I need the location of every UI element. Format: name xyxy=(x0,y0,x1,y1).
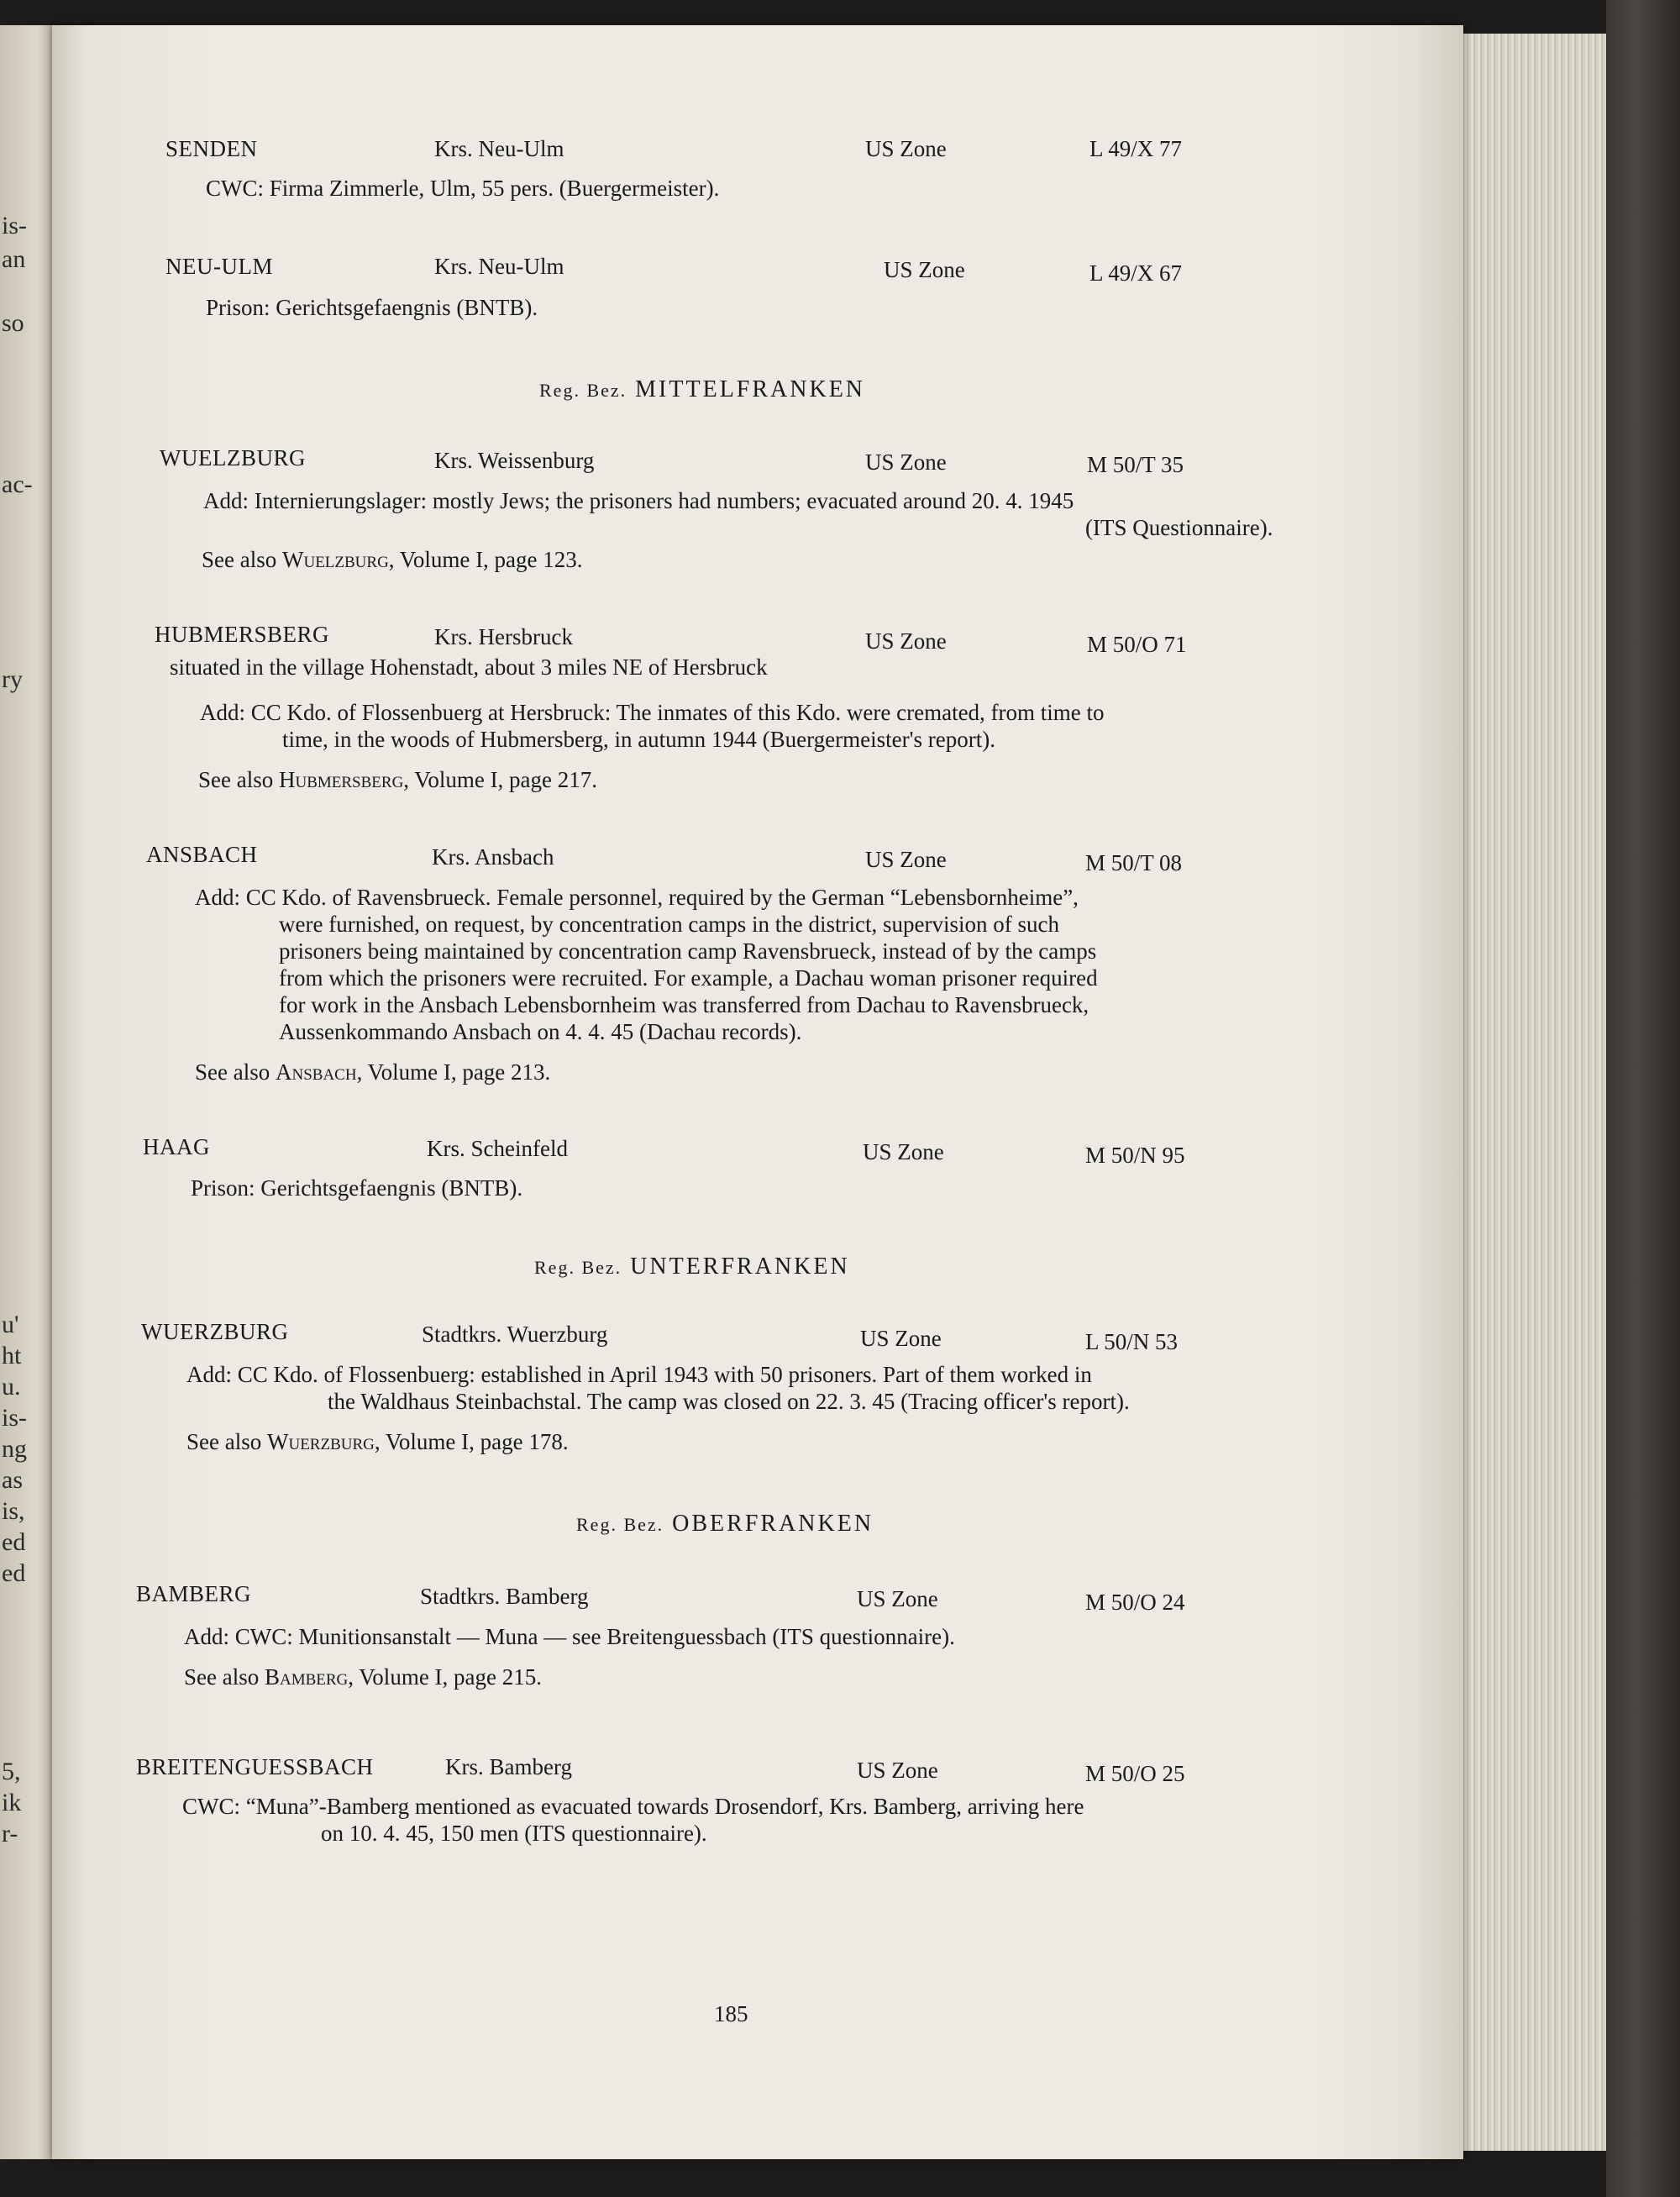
left-fragment: ry xyxy=(2,665,23,693)
section-heading: Reg. Bez. OBERFRANKEN xyxy=(576,1511,874,1537)
entry-zone: US Zone xyxy=(865,136,947,161)
entry-grid: M 50/N 95 xyxy=(1085,1143,1185,1168)
entry-grid: L 49/X 67 xyxy=(1089,260,1182,286)
entry-text: CWC: “Muna”-Bamberg mentioned as evacuated towards Drosendorf, Krs. Bamberg, arriving here xyxy=(182,1794,1084,1819)
see-also: See also Bamberg, Volume I, page 215. xyxy=(184,1664,543,1690)
entry-text: the Waldhaus Steinbachstal. The camp was closed on 22. 3. 45 (Tracing officer's report). xyxy=(328,1389,1130,1414)
entry-zone: US Zone xyxy=(857,1586,938,1611)
entry-zone: US Zone xyxy=(865,628,947,654)
left-fragment: ed xyxy=(2,1528,26,1556)
entry-text: time, in the woods of Hubmersberg, in autumn 1944 (Buergermeister's report). xyxy=(282,727,995,752)
entry-place: HAAG xyxy=(143,1134,210,1159)
document-page xyxy=(52,25,1463,2159)
entry-text: prisoners being maintained by concentration camp Ravensbrueck, instead of by the camps xyxy=(279,938,1097,964)
entry-place: HUBMERSBERG xyxy=(155,622,330,647)
left-fragment: r- xyxy=(2,1820,18,1847)
entry-district: Krs. Neu-Ulm xyxy=(434,254,564,279)
entry-text: Aussenkommando Ansbach on 4. 4. 45 (Dachau records). xyxy=(279,1019,802,1044)
left-fragment: u' xyxy=(2,1311,19,1338)
entry-zone: US Zone xyxy=(865,847,947,872)
left-fragment: ed xyxy=(2,1559,26,1587)
entry-district: Krs. Scheinfeld xyxy=(427,1136,568,1161)
entry-place: ANSBACH xyxy=(146,842,258,867)
left-fragment: as xyxy=(2,1466,23,1494)
entry-grid: M 50/T 35 xyxy=(1087,452,1184,477)
entry-district: Krs. Neu-Ulm xyxy=(434,136,564,161)
entry-grid: L 50/N 53 xyxy=(1085,1329,1178,1354)
entry-grid: M 50/O 24 xyxy=(1085,1590,1185,1615)
section-heading: Reg. Bez. MITTELFRANKEN xyxy=(539,376,866,402)
book-cover-edge xyxy=(1606,0,1680,2197)
entry-grid: L 49/X 77 xyxy=(1089,136,1182,161)
entry-text: Add: Internierungslager: mostly Jews; the prisoners had numbers; evacuated around 20. 4. 1945 xyxy=(203,488,1074,513)
entry-district: Krs. Hersbruck xyxy=(434,624,573,649)
entry-text: from which the prisoners were recruited. For example, a Dachau woman prisoner required xyxy=(279,965,1098,991)
entry-text: situated in the village Hohenstadt, about 3 miles NE of Hersbruck xyxy=(170,654,768,680)
left-fragment: so xyxy=(2,309,24,337)
entry-zone: US Zone xyxy=(865,449,947,475)
left-fragment: is, xyxy=(2,1497,25,1525)
page-number: 185 xyxy=(714,2001,748,2026)
see-also: See also Ansbach, Volume I, page 213. xyxy=(195,1059,551,1085)
entry-district: Krs. Bamberg xyxy=(445,1754,572,1779)
entry-place: BAMBERG xyxy=(136,1581,252,1606)
entry-text: Prison: Gerichtsgefaengnis (BNTB). xyxy=(191,1175,523,1201)
book-page-edges xyxy=(1463,34,1606,2151)
entry-text: were furnished, on request, by concentration camps in the district, supervision of such xyxy=(279,912,1060,937)
left-fragment: an xyxy=(2,245,26,273)
see-also: See also Wuelzburg, Volume I, page 123. xyxy=(202,547,583,572)
entry-grid: M 50/O 25 xyxy=(1085,1761,1185,1786)
entry-text: for work in the Ansbach Lebensbornheim was transferred from Dachau to Ravensbrueck, xyxy=(279,992,1089,1017)
left-fragment: ng xyxy=(2,1435,27,1463)
entry-district: Stadtkrs. Wuerzburg xyxy=(422,1322,608,1347)
entry-text: (ITS Questionnaire). xyxy=(1085,515,1273,540)
left-fragment: u. xyxy=(2,1373,21,1401)
entry-grid: M 50/O 71 xyxy=(1087,632,1187,657)
entry-text: on 10. 4. 45, 150 men (ITS questionnaire). xyxy=(321,1821,707,1846)
entry-text: CWC: Firma Zimmerle, Ulm, 55 pers. (Buergermeister). xyxy=(206,176,720,201)
entry-district: Krs. Weissenburg xyxy=(434,448,595,473)
entry-text: Add: CC Kdo. of Flossenbuerg at Hersbruck: The inmates of this Kdo. were cremated, from time to xyxy=(200,700,1105,725)
see-also: See also Hubmersberg, Volume I, page 217. xyxy=(198,767,598,792)
left-fragment: ac- xyxy=(2,470,33,498)
left-fragment: ht xyxy=(2,1342,22,1369)
entry-place: BREITENGUESSBACH xyxy=(136,1754,374,1779)
entry-place: WUERZBURG xyxy=(141,1319,289,1344)
entry-text: Add: CWC: Munitionsanstalt — Muna — see Breitenguessbach (ITS questionnaire). xyxy=(184,1624,955,1649)
entry-place: WUELZBURG xyxy=(160,445,306,470)
entry-grid: M 50/T 08 xyxy=(1085,850,1183,875)
left-fragment: is- xyxy=(2,212,27,239)
entry-district: Stadtkrs. Bamberg xyxy=(420,1584,589,1609)
left-fragment: 5, xyxy=(2,1758,21,1785)
entry-district: Krs. Ansbach xyxy=(432,844,554,870)
left-fragment: ik xyxy=(2,1789,22,1816)
entry-text: Add: CC Kdo. of Ravensbrueck. Female personnel, required by the German “Lebensbornheime”, xyxy=(195,885,1079,910)
entry-zone: US Zone xyxy=(857,1758,938,1783)
entry-text: Prison: Gerichtsgefaengnis (BNTB). xyxy=(206,295,538,320)
entry-zone: US Zone xyxy=(884,257,965,282)
adjacent-page-strip xyxy=(0,25,52,2159)
section-heading: Reg. Bez. UNTERFRANKEN xyxy=(534,1254,850,1280)
entry-text: Add: CC Kdo. of Flossenbuerg: established in April 1943 with 50 prisoners. Part of them worked in xyxy=(186,1362,1092,1387)
see-also: See also Wuerzburg, Volume I, page 178. xyxy=(186,1429,569,1454)
entry-zone: US Zone xyxy=(860,1326,942,1351)
left-fragment: is- xyxy=(2,1404,27,1432)
entry-place: SENDEN xyxy=(165,136,258,161)
entry-place: NEU-ULM xyxy=(165,254,273,279)
entry-zone: US Zone xyxy=(863,1139,944,1164)
